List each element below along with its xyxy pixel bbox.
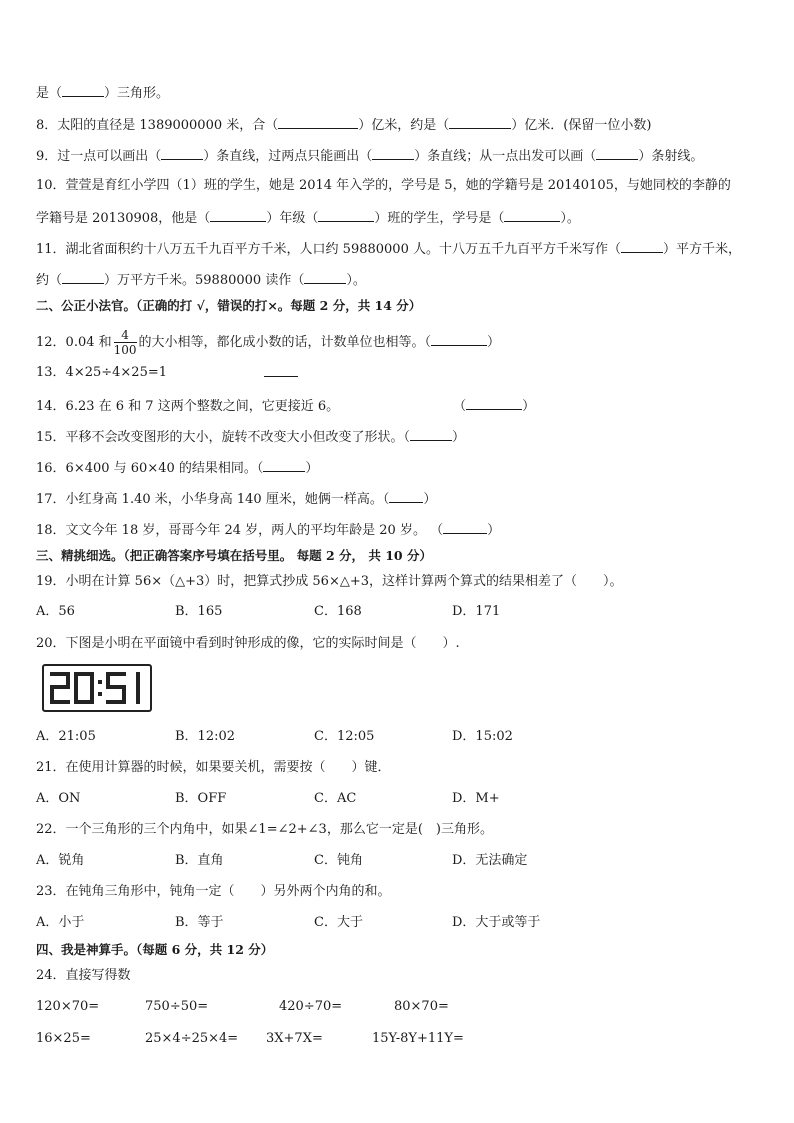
question-13: 13．4×25÷4×25=1 bbox=[36, 365, 168, 380]
answer-blank[interactable] bbox=[304, 271, 346, 284]
option-b[interactable]: B．165 bbox=[175, 604, 223, 619]
answer-blank[interactable] bbox=[318, 209, 374, 222]
text: 是（ bbox=[36, 86, 63, 101]
fraction-denominator: 100 bbox=[113, 343, 137, 357]
text: 12．0.04 和 bbox=[36, 335, 112, 350]
option-a[interactable]: A．ON bbox=[36, 791, 81, 806]
text: ）条直线，过两点只能画出（ bbox=[203, 149, 373, 164]
option-a[interactable]: A．56 bbox=[36, 604, 75, 619]
option-c[interactable]: C．AC bbox=[314, 791, 357, 806]
calc-item[interactable]: 3X+7X= bbox=[266, 1031, 323, 1046]
question-19: 19．小明在计算 56×（△+3）时，把算式抄成 56×△+3，这样计算两个算式的结果相差了（ ）。 bbox=[36, 574, 623, 589]
option-d[interactable]: D．大于或等于 bbox=[452, 915, 541, 930]
question-22: 22．一个三角形的三个内角中，如果∠1=∠2+∠3，那么它一定是( )三角形。 bbox=[36, 822, 493, 837]
option-a[interactable]: A．锐角 bbox=[36, 853, 85, 868]
text: ） bbox=[487, 523, 501, 538]
section-3-heading: 三、精挑细选。（把正确答案序号填在括号里。 每题 2 分， 共 10 分） bbox=[36, 548, 432, 563]
question-15 bbox=[36, 428, 465, 446]
answer-blank[interactable] bbox=[210, 209, 266, 222]
calc-item[interactable]: 25×4÷25×4= bbox=[145, 1031, 239, 1046]
answer-blank[interactable] bbox=[466, 397, 522, 410]
question-18 bbox=[36, 521, 500, 539]
text: ） bbox=[487, 335, 501, 350]
answer-blank[interactable] bbox=[263, 459, 305, 472]
text: 15．平移不会改变图形的大小，旋转不改变大小但改变了形状。（ bbox=[36, 430, 411, 445]
question-7-tail bbox=[36, 84, 169, 102]
text: ）。 bbox=[346, 273, 366, 288]
option-b[interactable]: B．直角 bbox=[175, 853, 224, 868]
text: 16．6×400 与 60×40 的结果相同。（ bbox=[36, 461, 264, 476]
option-c[interactable]: C．钝角 bbox=[314, 853, 363, 868]
question-23: 23．在钝角三角形中，钝角一定（ ）另外两个内角的和。 bbox=[36, 884, 391, 899]
section-2-heading: 二、公正小法官。（正确的打 √，错误的打×。每题 2 分，共 14 分） bbox=[36, 298, 422, 313]
answer-blank[interactable] bbox=[372, 147, 414, 160]
calc-item[interactable]: 120×70= bbox=[36, 999, 100, 1014]
text: ）条直线；从一点出发可以画（ bbox=[414, 149, 597, 164]
text: ） bbox=[423, 492, 437, 507]
text: 18．文文今年 18 岁，哥哥今年 24 岁，两人的平均年龄是 20 岁。 （ bbox=[36, 523, 444, 538]
section-4-heading: 四、我是神算手。（每题 6 分，共 12 分） bbox=[36, 942, 274, 957]
answer-blank[interactable] bbox=[504, 209, 560, 222]
text: 学籍号是 20130908，他是（ bbox=[36, 211, 211, 226]
text: ）亿米．(保留一位小数) bbox=[511, 118, 652, 133]
text: 约（ bbox=[36, 273, 63, 288]
question-11-line2 bbox=[36, 271, 366, 289]
question-24: 24．直接写得数 bbox=[36, 968, 131, 983]
question-10-line1 bbox=[36, 178, 731, 194]
fraction-numerator: 4 bbox=[121, 328, 129, 342]
answer-blank[interactable] bbox=[596, 147, 638, 160]
answer-blank[interactable] bbox=[431, 333, 487, 346]
question-10-line2 bbox=[36, 209, 580, 227]
calc-item[interactable]: 80×70= bbox=[394, 999, 449, 1014]
answer-blank[interactable] bbox=[62, 84, 104, 97]
text: 8．太阳的直径是 1389000000 米，合（ bbox=[36, 118, 279, 133]
text: 的大小相等，都化成小数的话，计数单位也相等。（ bbox=[138, 335, 432, 350]
question-17 bbox=[36, 490, 436, 508]
text: ）条射线。 bbox=[638, 149, 704, 164]
clock-digits-icon bbox=[48, 670, 148, 706]
text: 11．湖北省面积约十八万五千九百平方千米，人口约 59880000 人。十八万五千九百平方千米写作（ bbox=[36, 242, 621, 257]
question-16 bbox=[36, 459, 318, 477]
option-d[interactable]: D．15:02 bbox=[452, 729, 513, 744]
text: ）平方千米， bbox=[662, 242, 741, 257]
text: 9．过一点可以画出（ bbox=[36, 149, 162, 164]
text: 14．6.23 在 6 和 7 这两个整数之间，它更接近 6。 bbox=[36, 399, 340, 414]
option-a[interactable]: A．21:05 bbox=[36, 729, 96, 744]
question-9 bbox=[36, 147, 703, 165]
calc-item[interactable]: 16×25= bbox=[36, 1031, 91, 1046]
answer-blank[interactable] bbox=[410, 428, 452, 441]
text: ）万平方千米。59880000 读作（ bbox=[104, 273, 305, 288]
question-11-line1 bbox=[36, 240, 741, 258]
fraction bbox=[114, 328, 137, 357]
option-d[interactable]: D．M+ bbox=[452, 791, 500, 806]
answer-blank[interactable] bbox=[443, 521, 487, 534]
option-c[interactable]: C．12:05 bbox=[314, 729, 375, 744]
answer-blank[interactable] bbox=[621, 240, 663, 253]
text: 10．萱萱是育红小学四（1）班的学生，她是 2014 年入学的，学号是 5，她的学籍号是 20140105，与她同校的李静的 bbox=[36, 178, 731, 193]
option-b[interactable]: B．OFF bbox=[175, 791, 227, 806]
question-14 bbox=[36, 397, 535, 415]
text: 17．小红身高 1.40 米，小华身高 140 厘米，她俩一样高。（ bbox=[36, 492, 390, 507]
option-b[interactable]: B．等于 bbox=[175, 915, 224, 930]
question-8 bbox=[36, 116, 651, 134]
text: ） bbox=[452, 430, 466, 445]
digital-clock-image bbox=[42, 664, 152, 712]
text: ）年级（ bbox=[266, 211, 319, 226]
question-21: 21．在使用计算器的时候，如果要关机，需要按（ ）键． bbox=[36, 760, 391, 775]
calc-item[interactable]: 15Y-8Y+11Y= bbox=[372, 1031, 464, 1046]
calc-item[interactable]: 420÷70= bbox=[279, 999, 343, 1014]
text: ）。 bbox=[560, 211, 580, 226]
option-d[interactable]: D．无法确定 bbox=[452, 853, 528, 868]
answer-blank[interactable] bbox=[264, 376, 298, 377]
answer-blank[interactable] bbox=[278, 116, 358, 129]
option-d[interactable]: D．171 bbox=[452, 604, 501, 619]
answer-blank[interactable] bbox=[449, 116, 511, 129]
option-a[interactable]: A．小于 bbox=[36, 915, 85, 930]
calc-item[interactable]: 750÷50= bbox=[145, 999, 209, 1014]
text: ）班的学生，学号是（ bbox=[374, 211, 505, 226]
text: （ bbox=[453, 399, 467, 414]
question-12 bbox=[36, 328, 500, 357]
answer-blank[interactable] bbox=[161, 147, 203, 160]
option-c[interactable]: C．168 bbox=[314, 604, 362, 619]
answer-blank[interactable] bbox=[62, 271, 104, 284]
option-c[interactable]: C．大于 bbox=[314, 915, 363, 930]
text: ）三角形。 bbox=[104, 86, 170, 101]
text: ） bbox=[522, 399, 536, 414]
text: ）亿米，约是（ bbox=[358, 118, 450, 133]
text: ） bbox=[305, 461, 319, 476]
question-20: 20．下图是小明在平面镜中看到时钟形成的像，它的实际时间是（ ）. bbox=[36, 636, 460, 651]
option-b[interactable]: B．12:02 bbox=[175, 729, 236, 744]
answer-blank[interactable] bbox=[389, 490, 423, 503]
